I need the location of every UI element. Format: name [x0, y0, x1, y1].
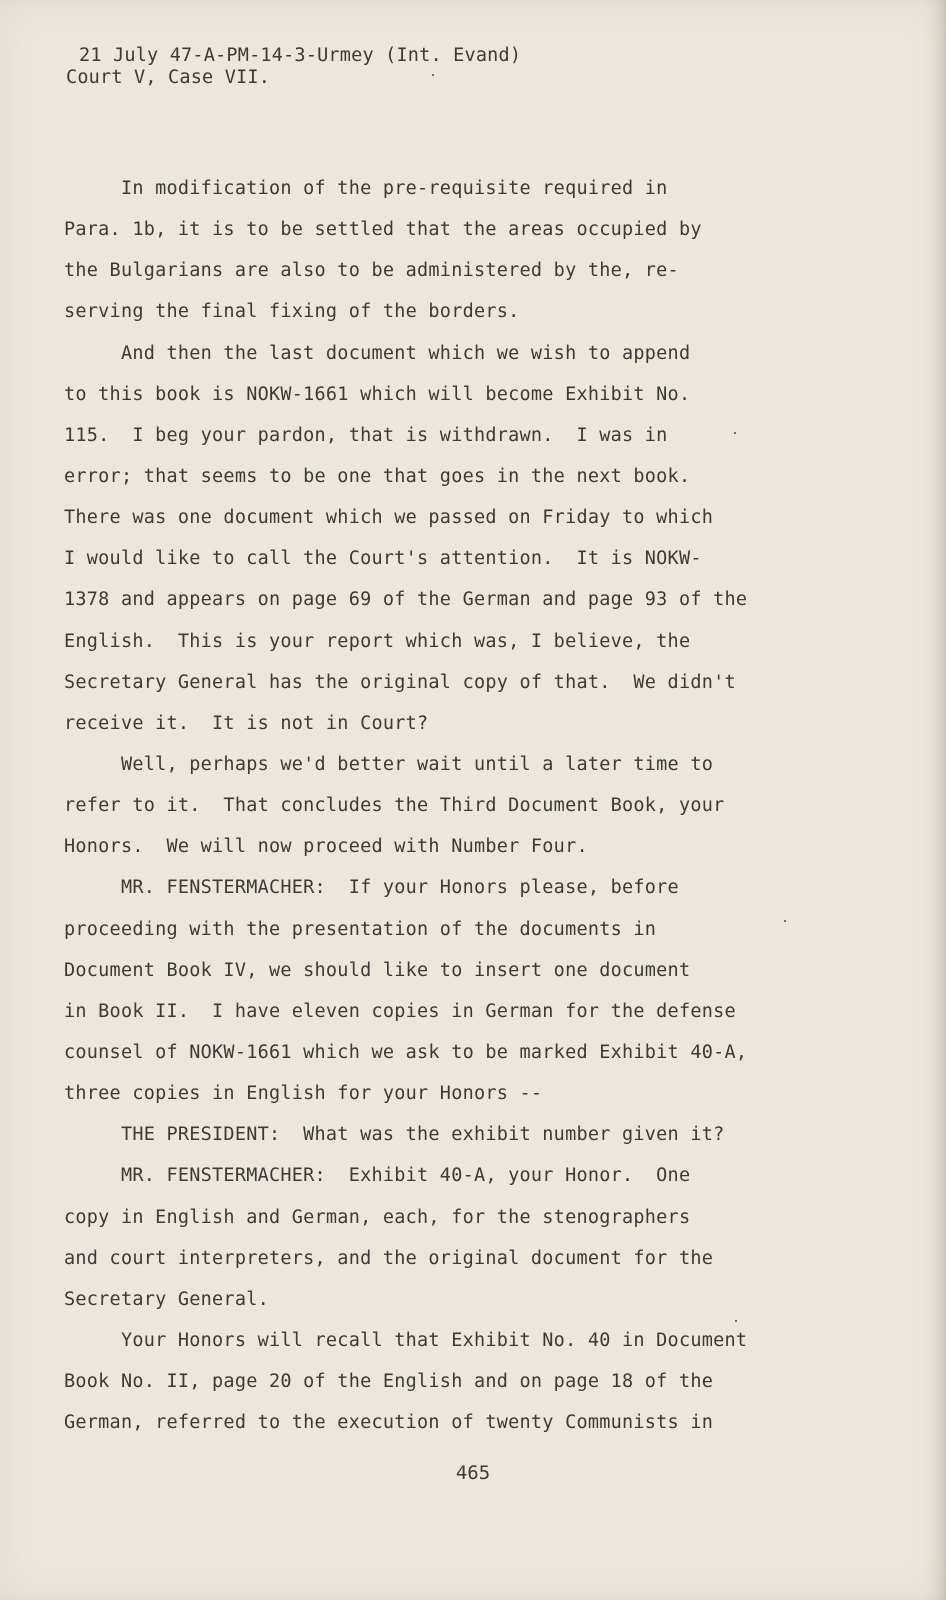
- text-line: Secretary General.: [64, 1288, 269, 1310]
- text-line: Well, perhaps we'd better wait until a later time to: [64, 753, 714, 775]
- text-line: MR. FENSTERMACHER: If your Honors please, before: [64, 877, 679, 899]
- text-line: Para. 1b, it is to be settled that the areas occupied by: [64, 219, 702, 241]
- text-line: serving the final fixing of the borders.: [64, 301, 520, 323]
- text-line: Book No. II, page 20 of the English and on page 18 of the: [64, 1371, 714, 1393]
- text-line: 115. I beg your pardon, that is withdrawn. I was in: [64, 424, 668, 446]
- header-court-case-line: Court V, Case VII.: [66, 67, 271, 88]
- text-line: THE PRESIDENT: What was the exhibit number given it?: [64, 1124, 725, 1146]
- text-line: the Bulgarians are also to be administered by the, re-: [64, 260, 679, 282]
- text-line: I would like to call the Court's attention. It is NOKW-: [64, 548, 702, 570]
- document-body: [64, 168, 824, 1443]
- text-line: in Book II. I have eleven copies in German for the defense: [64, 1000, 736, 1022]
- text-line: counsel of NOKW-1661 which we ask to be marked Exhibit 40-A,: [64, 1041, 748, 1063]
- text-line: and court interpreters, and the original document for the: [64, 1247, 714, 1269]
- text-line: proceeding with the presentation of the documents in: [64, 918, 657, 940]
- text-line: Document Book IV, we should like to insert one document: [64, 959, 691, 981]
- text-line: MR. FENSTERMACHER: Exhibit 40-A, your Honor. One: [64, 1165, 691, 1187]
- text-line: three copies in English for your Honors --: [64, 1083, 543, 1105]
- page-number: 465: [455, 1462, 491, 1484]
- text-line: German, referred to the execution of twenty Communists in: [64, 1412, 714, 1434]
- text-line: error; that seems to be one that goes in the next book.: [64, 465, 691, 487]
- text-line: copy in English and German, each, for the stenographers: [64, 1206, 691, 1228]
- text-line: Your Honors will recall that Exhibit No. 40 in Document: [64, 1329, 748, 1351]
- header-reference-line: 21 July 47-A-PM-14-3-Urmey (Int. Evand): [79, 45, 522, 66]
- text-line: to this book is NOKW-1661 which will become Exhibit No.: [64, 383, 691, 405]
- text-line: refer to it. That concludes the Third Document Book, your: [64, 795, 725, 817]
- text-line: In modification of the pre-requisite required in: [64, 178, 668, 199]
- ink-speck: [432, 74, 434, 76]
- text-line: 1378 and appears on page 69 of the German and page 93 of the: [64, 589, 748, 611]
- text-line: There was one document which we passed on Friday to which: [64, 507, 714, 529]
- text-line: Secretary General has the original copy of that. We didn't: [64, 671, 736, 693]
- text-line: Honors. We will now proceed with Number Four.: [64, 836, 588, 858]
- text-line: And then the last document which we wish to append: [64, 342, 691, 364]
- text-line: receive it. It is not in Court?: [64, 712, 429, 734]
- text-line: English. This is your report which was, I believe, the: [64, 630, 691, 652]
